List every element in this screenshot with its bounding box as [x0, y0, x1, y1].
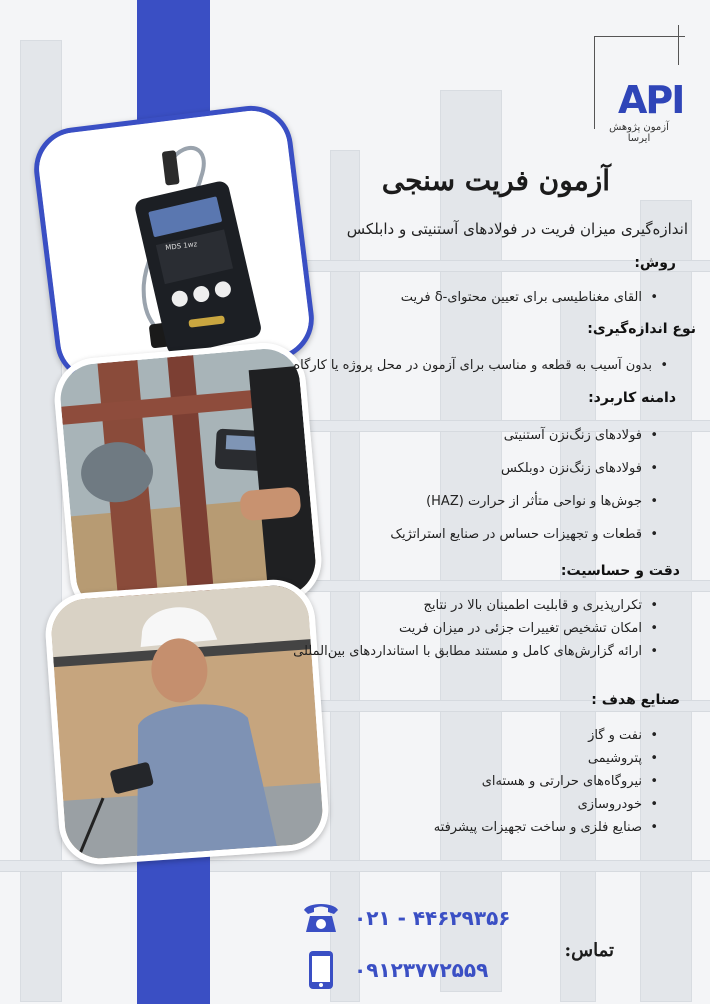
landline-number[interactable]: ۰۲۱ - ۴۴۶۲۹۳۵۶ — [354, 906, 511, 930]
scope-heading: دامنه کاربرد: — [588, 390, 676, 406]
accuracy-list — [293, 598, 660, 659]
list-item: • فولادهای زنگ‌نزن دوبلکس — [390, 461, 660, 476]
list-item: • صنایع فلزی و ساخت تجهیزات پیشرفته — [434, 820, 660, 835]
mobile-phone-icon — [308, 950, 334, 994]
company-logo: API — [618, 78, 684, 122]
method-list — [401, 290, 660, 305]
list-item: • فولادهای زنگ‌نزن آستنیتی — [390, 428, 660, 443]
device-screen-label: MDS 1wz — [164, 240, 198, 253]
list-item: • ارائه گزارش‌های کامل و مستند مطابق با استانداردهای بین‌المللی — [293, 644, 660, 659]
ferrite-meter-illustration — [35, 107, 313, 382]
inspector-photo — [43, 577, 331, 867]
list-item: • جوش‌ها و نواحی متأثر از حرارت (HAZ) — [390, 494, 660, 509]
method-heading: روش: — [634, 255, 676, 271]
measurement-type-list — [289, 358, 670, 373]
list-item: • قطعات و تجهیزات حساس در صنایع استراتژیک — [390, 527, 660, 542]
pipe-testing-illustration — [58, 346, 319, 614]
telephone-icon — [302, 900, 340, 938]
industries-heading: صنایع هدف : — [591, 692, 680, 708]
industries-list — [434, 728, 660, 835]
inspector-illustration — [49, 583, 325, 860]
pipe-testing-photo — [51, 340, 325, 621]
mobile-number[interactable]: ۰۹۱۲۳۷۷۲۵۵۹ — [354, 958, 489, 982]
contact-label: تماس: — [564, 940, 614, 961]
list-item: • نیروگاه‌های حرارتی و هسته‌ای — [434, 774, 660, 789]
list-item: • امکان تشخیص تغییرات جزئی در میزان فریت — [293, 621, 660, 636]
measurement-type-heading: نوع اندازه‌گیری: — [587, 321, 696, 337]
list-item: • القای مغناطیسی برای تعیین محتوای-δ فریت — [401, 290, 660, 305]
scope-list — [390, 428, 660, 542]
list-item: • تکرارپذیری و قابلیت اطمینان بالا در نتایج — [293, 598, 660, 613]
list-item: • بدون آسیب به قطعه و مناسب برای آزمون در محل پروژه یا کارگاه. — [289, 358, 670, 373]
page-subtitle: اندازه‌گیری میزان فریت در فولادهای آستنیتی و دابلکس — [346, 220, 688, 238]
page-title: آزمون فریت سنجی — [381, 164, 610, 197]
list-item: • نفت و گاز — [434, 728, 660, 743]
list-item: • پتروشیمی — [434, 751, 660, 766]
company-name: آزمون پژوهش ایرسا — [609, 122, 669, 144]
accuracy-heading: دقت و حساسیت: — [560, 563, 680, 579]
list-item: • خودروسازی — [434, 797, 660, 812]
